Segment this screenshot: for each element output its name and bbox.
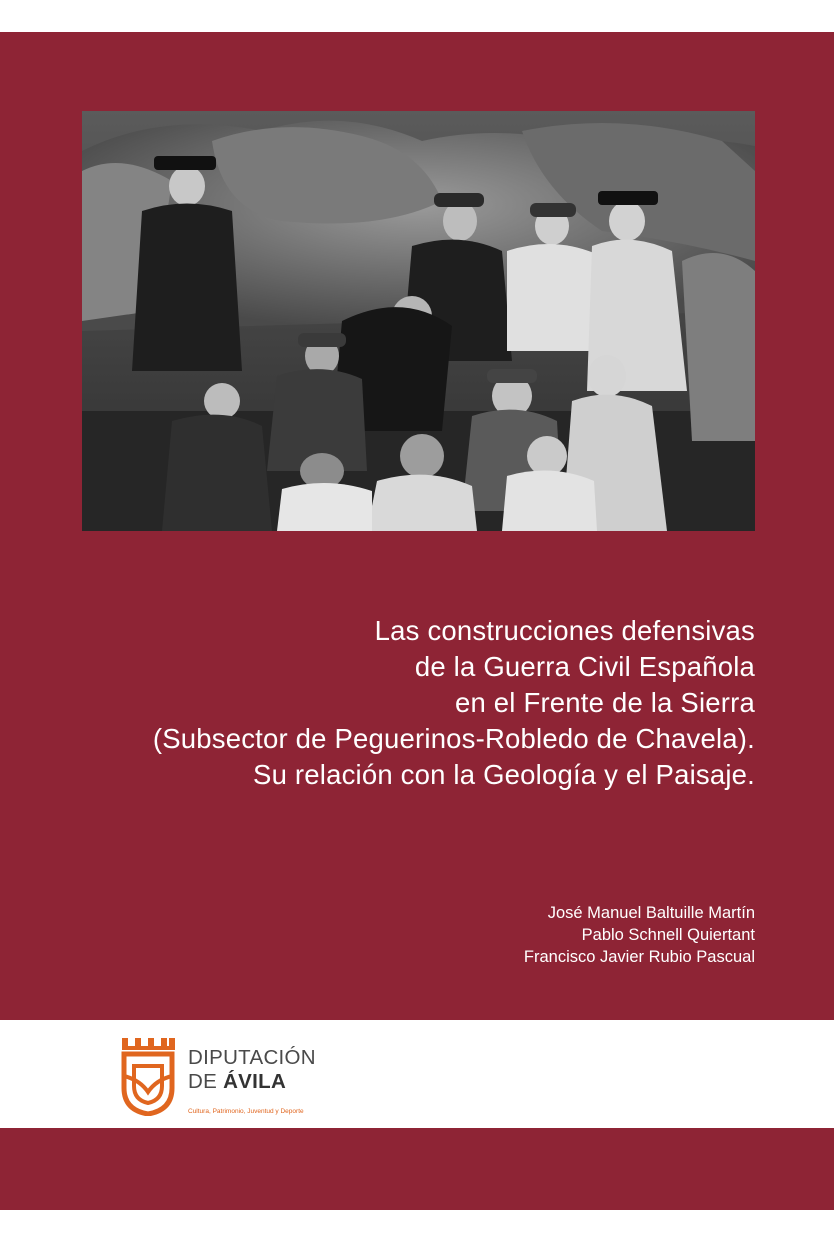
bottom-margin — [0, 1210, 834, 1240]
publisher-name-line-1: DIPUTACIÓN — [188, 1046, 316, 1069]
title-line-4: (Subsector de Peguerinos-Robledo de Chavela). — [152, 723, 755, 754]
cover-photo — [82, 111, 755, 531]
author-2: Pablo Schnell Quiertant — [581, 926, 755, 944]
cover-bottom-strip — [0, 1128, 834, 1210]
publisher-tagline: Cultura, Patrimonio, Juventud y Deporte — [188, 1108, 304, 1115]
publisher-emblem-graphic — [120, 1036, 176, 1116]
author-1: José Manuel Baltuille Martín — [547, 904, 755, 922]
top-margin — [0, 0, 834, 32]
publisher-name-bold: ÁVILA — [223, 1070, 287, 1093]
soldiers-photo-image — [82, 111, 755, 531]
castle-shield-icon — [120, 1036, 176, 1116]
title-line-2: de la Guerra Civil Española — [414, 651, 755, 682]
author-3: Francisco Javier Rubio Pascual — [523, 948, 755, 966]
author-list — [355, 902, 755, 968]
publisher-name-prefix: DE — [188, 1070, 224, 1093]
book-title — [55, 613, 755, 793]
publisher-name — [188, 1046, 316, 1094]
title-line-3: en el Frente de la Sierra — [454, 687, 755, 718]
title-line-1: Las construcciones defensivas — [374, 615, 755, 646]
title-line-5: Su relación con la Geología y el Paisaje. — [253, 759, 755, 790]
publisher-name-line-2 — [188, 1070, 316, 1094]
